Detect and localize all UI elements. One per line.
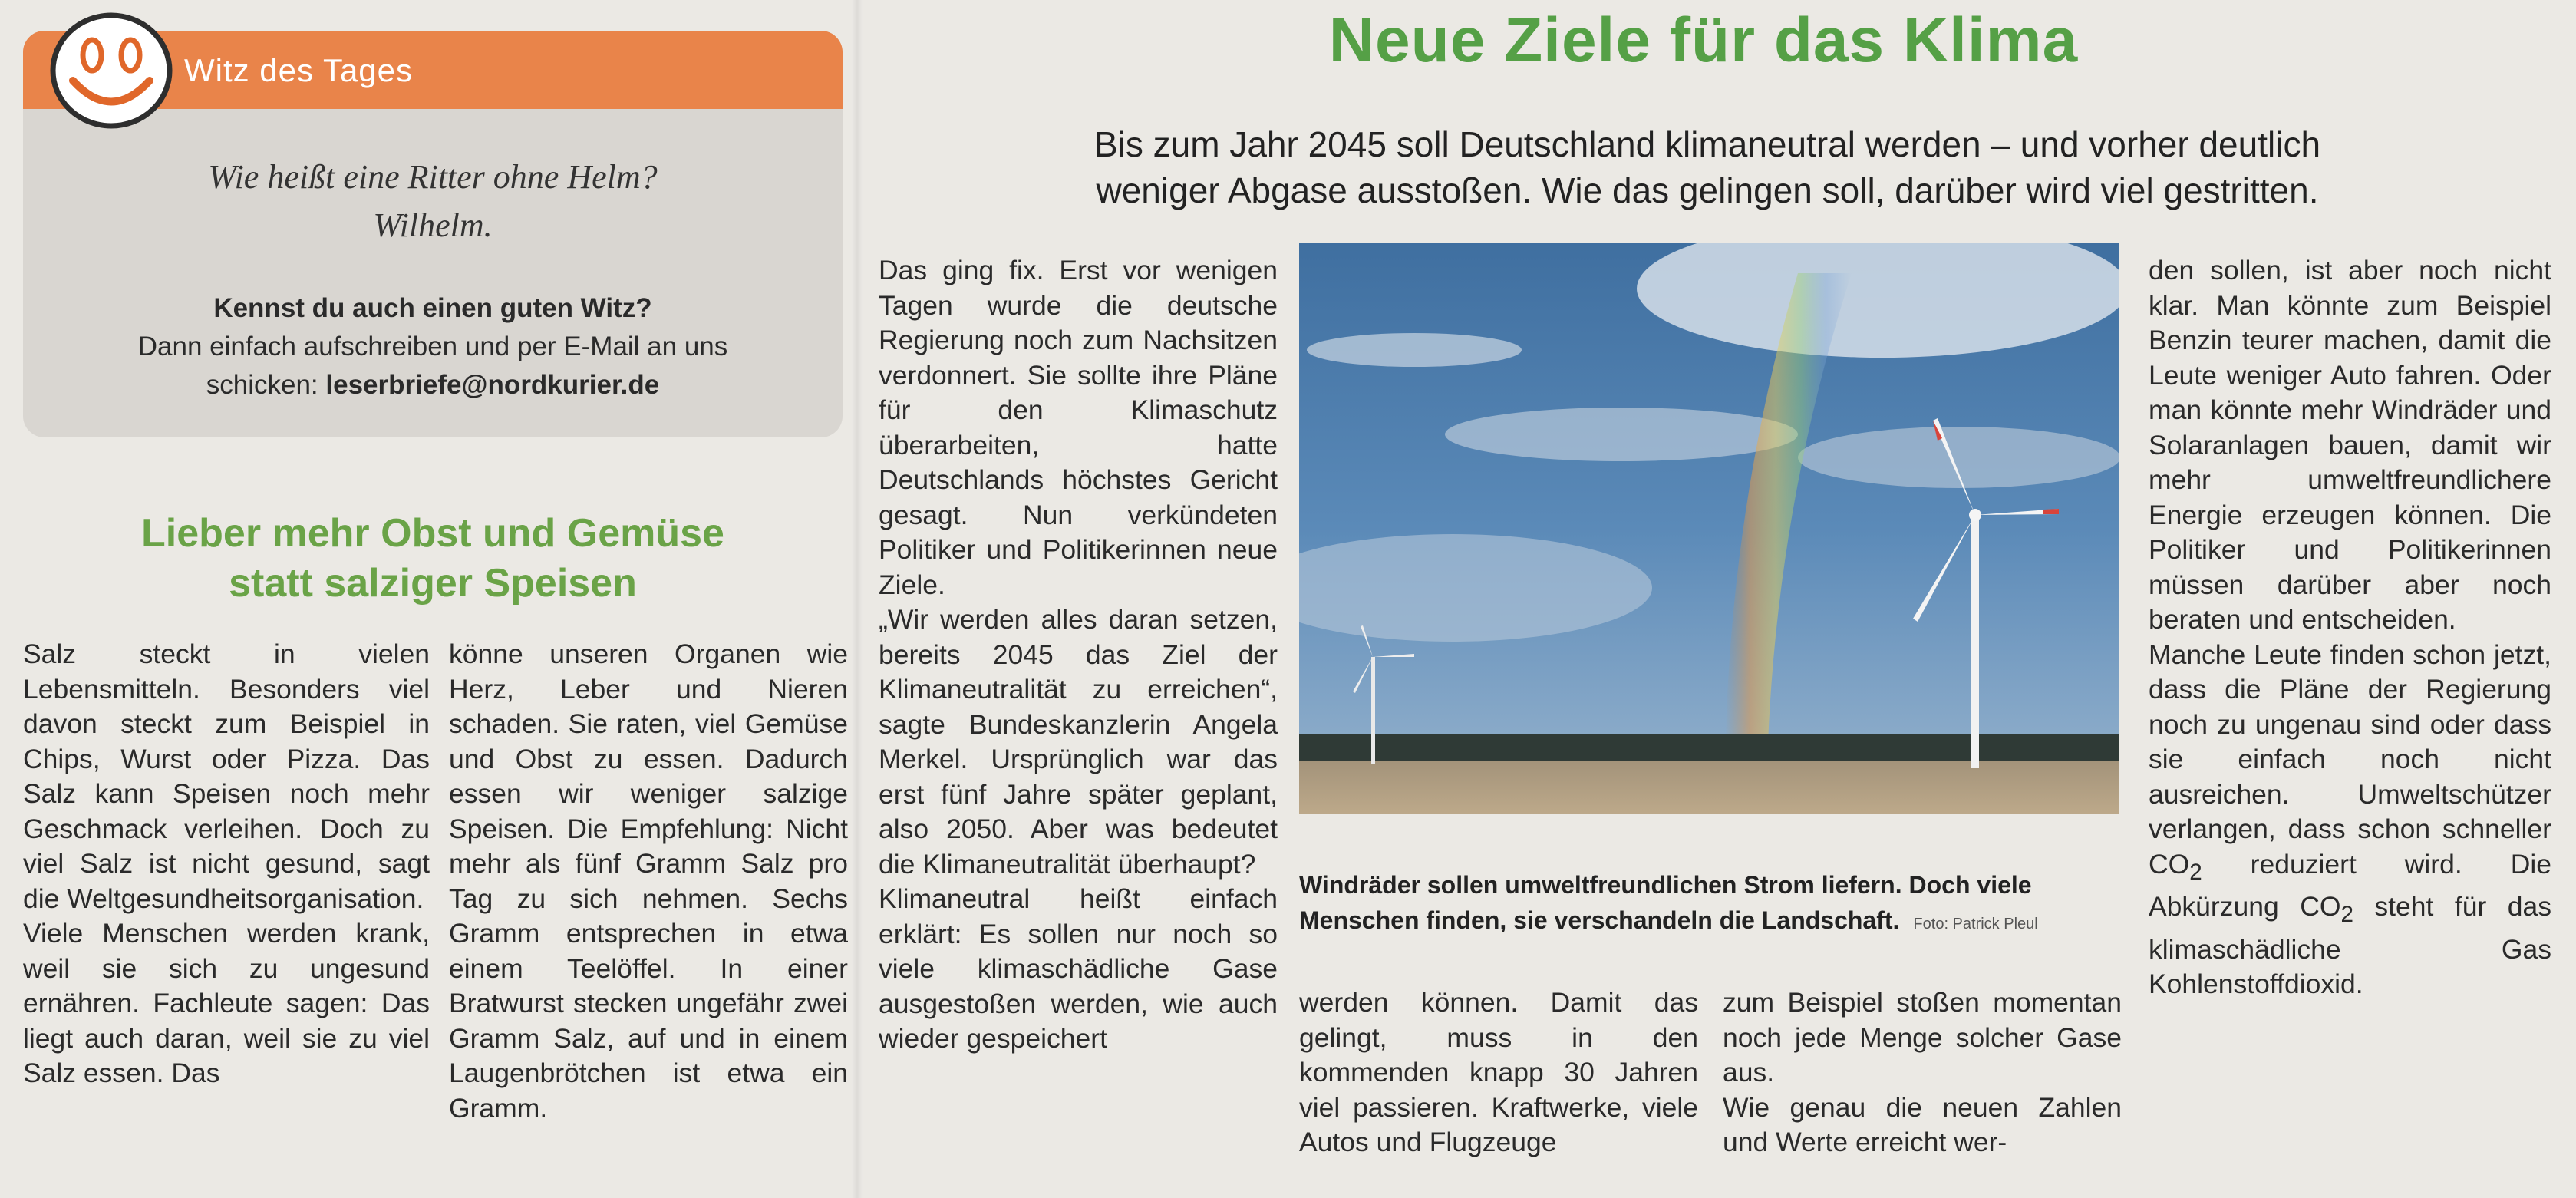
klima-col4-paragraph-2 <box>2149 638 2551 1002</box>
klima-column-2 <box>1299 985 1698 1160</box>
klima-column-4 <box>2149 253 2551 1002</box>
smiley-icon <box>46 8 176 134</box>
klima-column-1 <box>879 253 1278 1057</box>
klima-column-3 <box>1723 985 2122 1160</box>
photo-caption <box>1299 867 2124 942</box>
klima-col1-paragraph-3: Klimaneutral heißt einfach erklärt: Es sollen nur noch so viele klimaschädliche Gase ausgestoßen werden, wie auch wieder gespeichert <box>879 883 1278 1054</box>
klima-col1-paragraph-1: Das ging fix. Erst vor wenigen Tagen wurde die deutsche Regierung noch zum Nachsitzen verdonnert. Sie sollte ihre Pläne für den Klimaschutz überarbeiten, hatte Deutschlands höchstes Gericht gesagt. Nun verkündeten Politiker und Politikerinnen neue Ziele. <box>879 255 1278 600</box>
salt-col1-paragraph-2: Viele Menschen werden krank, weil sie sich zu ungesund ernähren. Fachleute sagen: Das liegt auch daran, weil sie zu viel Salz essen. Das <box>23 918 430 1088</box>
klima-col3-paragraph-2: Wie genau die neuen Zahlen und Werte erreicht wer- <box>1723 1091 2122 1157</box>
co2-subscript-1: 2 <box>2189 859 2202 885</box>
wind-turbine-photo <box>1299 243 2119 814</box>
salt-headline-line2: statt salziger Speisen <box>229 561 637 606</box>
co2-subscript-2: 2 <box>2340 902 2353 928</box>
klima-headline: Neue Ziele für das Klima <box>1328 5 2079 75</box>
salt-col2-paragraph-1: könne unseren Organen wie Herz, Leber und Nieren schaden. Sie raten, viel Gemüse und Obst zu essen. Dadurch essen wir weniger salzige Speisen. Die Empfehlung: Nicht mehr als fünf Gramm Salz pro Tag zu sich nehmen. Sechs Gramm entsprechen in etwa einem Teelöffel. In einer Bratwurst stecken ungefähr zwei Gramm Salz, auf und in einem Laugenbrötchen ist etwa ein Gramm. <box>449 639 848 1124</box>
joke-answer: Wilhelm. <box>373 206 493 244</box>
klima-col2-paragraph: werden können. Damit das gelingt, muss in den kommenden knapp 30 Jahren viel passieren. Kraftwerke, viele Autos und Flugzeuge <box>1299 987 1698 1157</box>
klima-lead <box>1021 121 2394 213</box>
klima-col4-text-b: reduziert wird. Die Abkürzung CO <box>2149 848 2551 922</box>
salt-column-2 <box>449 637 848 1126</box>
klima-col3-paragraph-1: zum Beispiel stoßen momentan noch jede Menge solcher Gase aus. <box>1723 987 2122 1087</box>
klima-col4-paragraph-1: den sollen, ist aber noch nicht klar. Man könnte zum Beispiel Benzin teurer machen, damit die Leute weniger Auto fahren. Oder man könnte mehr Windräder und Solaranlagen bauen, damit wir mehr umweltfreundlichere Energie erzeugen können. Die Politiker und Politikerinnen müssen darüber aber noch beraten und entscheiden. <box>2149 255 2551 635</box>
joke-contact <box>23 370 843 401</box>
joke-question: Wie heißt eine Ritter ohne Helm? <box>208 158 658 196</box>
salt-col1-paragraph-1: Salz steckt in vielen Lebensmitteln. Besonders viel davon steckt zum Beispiel in Chips, Wurst oder Pizza. Das Salz kann Speisen noch mehr Geschmack verleihen. Doch zu viel Salz ist nicht gesund, sagt die Weltgesundheitsorganisation. <box>23 639 430 914</box>
klima-col4-text-c: steht für das klimaschädliche Gas Kohlenstoffdioxid. <box>2149 891 2551 1000</box>
joke-email-link[interactable]: leserbriefe@nordkurier.de <box>325 370 660 400</box>
photo-caption-text: Windräder sollen umweltfreundlichen Strom liefern. Doch viele Menschen finden, sie verschandeln die Landschaft. <box>1299 871 2032 934</box>
klima-col4-text-a: Manche Leute finden schon jetzt, dass die Pläne der Regierung noch zu ungenau sind oder dass sie einfach noch nicht ausreichen. Umweltschützer verlangen, dass schon schneller CO <box>2149 639 2551 880</box>
klima-lead-line-1: Bis zum Jahr 2045 soll Deutschland klimaneutral werden – und vorher deutlich <box>1093 124 2321 164</box>
klima-col1-paragraph-2: „Wir werden alles daran setzen, bereits 2045 das Ziel der Klimaneutralität zu erreichen“, sagte Bundeskanzlerin Angela Merkel. Ursprünglich war das erst fünf Jahre später geplant, also 2050. Aber was bedeutet die Klimaneutralität überhaupt? <box>879 604 1278 880</box>
salt-headline-line1: Lieber mehr Obst und Gemüse <box>141 511 724 556</box>
joke-instruction: Dann einfach aufschreiben und per E-Mail an uns <box>137 332 728 361</box>
klima-lead-line-2: weniger Abgase ausstoßen. Wie das gelingen soll, darüber wird viel gestritten. <box>1096 170 2319 210</box>
salt-column-1 <box>23 637 430 1091</box>
photo-credit: Foto: Patrick Pleul <box>1913 916 2038 932</box>
joke-prompt: Kennst du auch einen guten Witz? <box>213 293 652 323</box>
wind-turbine-photo-illustration <box>1299 243 2119 814</box>
joke-header-title: Witz des Tages <box>184 52 414 88</box>
page-fold <box>852 0 863 1198</box>
joke-contact-prefix: schicken: <box>206 370 326 400</box>
